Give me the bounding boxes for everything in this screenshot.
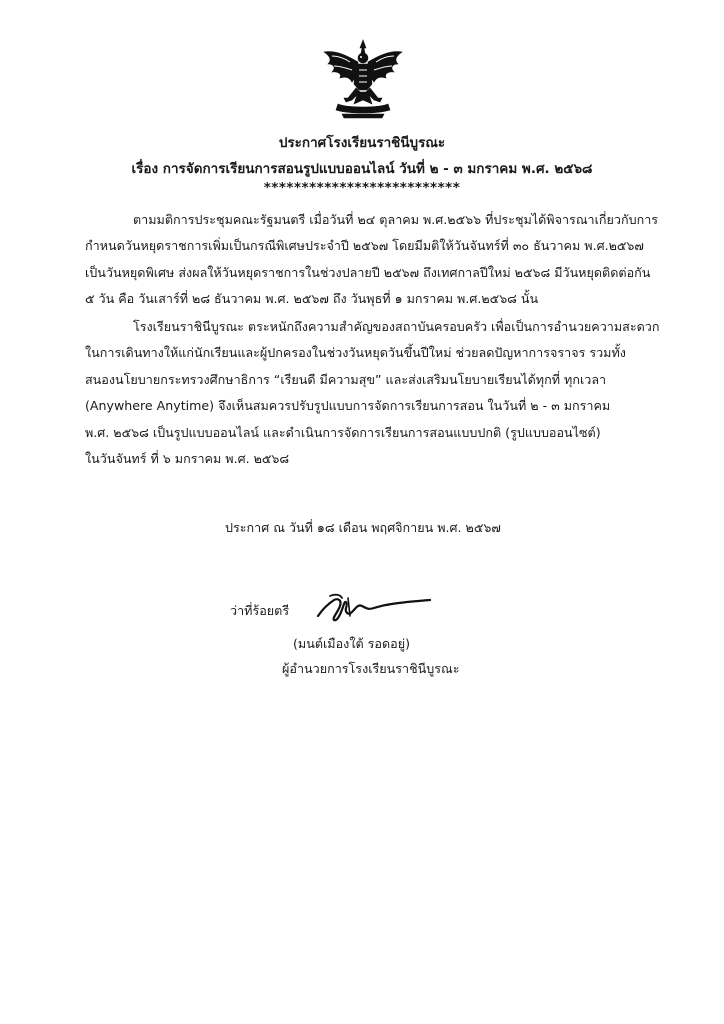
paragraph-line: สนองนโยบายกระทรวงศึกษาธิการ “เรียนดี มีความสุข” และส่งเสริมนโยบายเรียนได้ทุกที่ ทุกเวลา xyxy=(85,371,607,387)
announcement-title: ประกาศโรงเรียนราชินีบูรณะ xyxy=(278,135,446,151)
paragraph-line: ในการเดินทางให้แก่นักเรียนและผู้ปกครองในช่วงวันหยุดวันขึ้นปีใหม่ ช่วยลดปัญหาการจราจร รวมทั้ง xyxy=(85,345,626,361)
handwritten-signature-icon xyxy=(312,590,434,626)
paragraph-line: เป็นวันหยุดพิเศษ ส่งผลให้วันหยุดราชการในช่วงปลายปี ๒๕๖๗ ถึงเทศกาลปีใหม่ ๒๕๖๘ มีวันหยุดติดต่อกัน xyxy=(85,264,651,280)
paragraph-2 xyxy=(85,314,665,472)
paragraph-line: ตามมติการประชุมคณะรัฐมนตรี เมื่อวันที่ ๒๔ ตุลาคม พ.ศ.๒๕๖๖ ที่ประชุมได้พิจารณาเกี่ยวกับการ xyxy=(133,212,659,227)
signer-rank: ว่าที่ร้อยตรี xyxy=(230,603,290,618)
garuda-emblem-icon xyxy=(318,38,408,122)
paragraph-line: กำหนดวันหยุดราชการเพิ่มเป็นกรณีพิเศษประจำปี ๒๕๖๗ โดยมีมติให้วันจันทร์ที่ ๓๐ ธันวาคม พ.ศ.๒๕๖๗ xyxy=(85,238,644,254)
announcement-subject: เรื่อง การจัดการเรียนการสอนรูปแบบออนไลน์ วันที่ ๒ - ๓ มกราคม พ.ศ. ๒๕๖๘ xyxy=(131,161,593,177)
announcement-date: ประกาศ ณ วันที่ ๑๘ เดือน พฤศจิกายน พ.ศ. ๒๕๖๗ xyxy=(225,520,501,535)
signer-name: (มนต์เมืองใต้ รอดอยู่) xyxy=(293,636,411,651)
paragraph-line: โรงเรียนราชินีบูรณะ ตระหนักถึงความสำคัญของสถาบันครอบครัว เพื่อเป็นการอำนวยความสะดวก xyxy=(133,319,660,334)
paragraph-line: (Anywhere Anytime) จึงเห็นสมควรปรับรูปแบบการจัดการเรียนการสอน ในวันที่ ๒ - ๓ มกราคม xyxy=(85,398,611,414)
title-separator: ************************** xyxy=(263,180,461,196)
paragraph-line: ในวันจันทร์ ที่ ๖ มกราคม พ.ศ. ๒๕๖๘ xyxy=(85,451,290,467)
paragraph-line: ๕ วัน คือ วันเสาร์ที่ ๒๘ ธันวาคม พ.ศ. ๒๕๖๗ ถึง วันพุธที่ ๑ มกราคม พ.ศ.๒๕๖๘ นั้น xyxy=(85,291,539,307)
paragraph-1 xyxy=(85,207,665,313)
signature-block xyxy=(0,590,724,690)
paragraph-line: พ.ศ. ๒๕๖๘ เป็นรูปแบบออนไลน์ และดำเนินการจัดการเรียนการสอนแบบปกติ (รูปแบบออนไซต์) xyxy=(85,424,601,440)
signer-position: ผู้อำนวยการโรงเรียนราชินีบูรณะ xyxy=(282,661,460,676)
